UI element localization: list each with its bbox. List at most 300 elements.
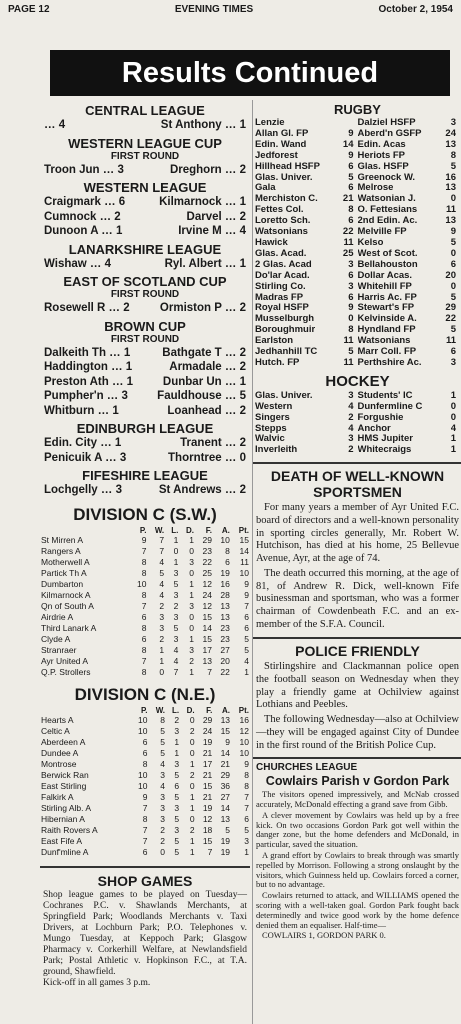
stat-cell: 14 xyxy=(202,622,212,633)
stat-cell: 0 xyxy=(173,545,179,556)
stat-cell: 5 xyxy=(174,769,180,780)
churches-paragraph-2: A clever movement by Cowlairs was held up by a free kick. On two occasions Gordon Park got well within the danger zone, but the home defenders and McDonald, in particular, saved the situation. xyxy=(256,809,459,850)
home-team: Jedhanhill TC xyxy=(255,347,318,358)
stat-cell: 23 xyxy=(220,622,230,633)
home-score: 2 xyxy=(348,412,354,423)
home-result: Penicuik A … 3 xyxy=(44,451,127,464)
result-row xyxy=(40,360,250,375)
rugby-row xyxy=(253,282,461,293)
shop-games-title: SHOP GAMES xyxy=(40,866,250,890)
away-team: Armadale xyxy=(169,361,222,373)
stat-cell: 15 xyxy=(239,534,249,545)
stat-cell: 4 xyxy=(160,780,166,791)
away-score: 5 xyxy=(450,161,456,172)
away-side xyxy=(358,424,461,435)
stat-cell: 24 xyxy=(202,589,212,600)
table-row xyxy=(40,557,250,568)
home-team: Cumnock xyxy=(44,210,97,223)
away-score: 2 xyxy=(239,361,246,373)
round-label-brown_cup: FIRST ROUND xyxy=(110,333,180,345)
away-score: 8 xyxy=(450,150,456,161)
team-name: Partick Th A xyxy=(41,567,87,578)
home-team: Gala xyxy=(255,183,276,194)
home-score: 1 xyxy=(115,225,123,237)
home-team: Fettes Col. xyxy=(255,205,304,216)
away-team: Ryl. Albert xyxy=(164,257,222,270)
home-score: 6 xyxy=(348,292,354,303)
home-side xyxy=(255,205,358,216)
away-side xyxy=(358,162,461,173)
home-side xyxy=(255,282,358,293)
away-team: Bellahouston xyxy=(357,259,418,270)
death-paragraph-1: For many years a member of Ayr United F.C. board of directors and a well-known personality in sporting circles generally, Mr. Robert W. Hutchison, has died at his home, 25 Bellevue Avenue, Ayr, at the age of 74. xyxy=(256,502,459,565)
stat-cell: 2 xyxy=(160,824,166,835)
stat-cell: 7 xyxy=(244,802,249,813)
away-result: Ryl. Albert … 1 xyxy=(164,257,246,270)
table-row xyxy=(40,535,250,546)
away-side xyxy=(358,173,461,184)
round-label-east_cup: FIRST ROUND xyxy=(110,289,180,300)
stat-cell: 3 xyxy=(160,769,166,780)
away-side xyxy=(358,413,461,424)
away-team: St Andrews xyxy=(158,484,222,496)
stat-cell: 6 xyxy=(142,846,148,857)
away-score: 0 xyxy=(239,451,246,464)
home-team: Stepps xyxy=(255,423,287,434)
away-result: Darvel … 2 xyxy=(186,210,246,223)
home-team: Edin. Wand xyxy=(255,139,307,150)
home-score: 6 xyxy=(348,216,354,227)
league-title-western: WESTERN LEAGUE xyxy=(83,180,207,195)
stat-cell: 5 xyxy=(244,633,249,644)
home-score: 9 xyxy=(348,128,354,139)
away-result: Loanhead … 2 xyxy=(167,404,246,417)
away-team: Forgushie xyxy=(357,412,404,423)
away-score: 3 xyxy=(450,118,456,128)
column-header: L. xyxy=(171,525,179,535)
stat-cell: 14 xyxy=(220,747,231,758)
home-score: 1 xyxy=(125,361,133,373)
team-name: Aberdeen A xyxy=(41,736,86,747)
home-team: Dunoon A xyxy=(44,225,99,237)
stat-cell: 27 xyxy=(220,791,231,802)
stat-cell: 1 xyxy=(189,534,195,545)
left-column xyxy=(40,100,250,1024)
team-name: Raith Rovers A xyxy=(41,824,98,835)
home-team: 2 Glas. Acad xyxy=(255,259,312,270)
league-results xyxy=(40,103,250,498)
stat-cell: 6 xyxy=(244,611,249,622)
away-score: 0 xyxy=(450,248,456,259)
stat-cell: 7 xyxy=(207,846,213,857)
home-team: Hutch. FP xyxy=(255,357,300,368)
stat-cell: 9 xyxy=(141,534,147,545)
away-team: Whitecraigs xyxy=(357,445,412,456)
column-header: A. xyxy=(222,705,231,715)
stat-cell: 0 xyxy=(189,780,195,791)
table-row xyxy=(40,803,250,814)
stat-cell: 3 xyxy=(189,600,195,611)
stat-cell: 3 xyxy=(189,556,195,567)
masthead xyxy=(0,0,461,18)
stat-cell: 10 xyxy=(138,769,148,780)
away-team: Kelvinside A. xyxy=(357,314,417,325)
home-team: Royal HSFP xyxy=(255,303,309,314)
home-team: Singers xyxy=(255,412,290,423)
away-score: 2 xyxy=(239,302,246,314)
stat-cell: 8 xyxy=(141,666,147,677)
stat-cell: 0 xyxy=(189,747,195,758)
away-team: Perthshire Ac. xyxy=(357,357,422,368)
home-side xyxy=(255,183,358,194)
stat-cell: 18 xyxy=(202,824,213,835)
home-score: 6 xyxy=(348,183,354,194)
stat-cell: 12 xyxy=(202,600,212,611)
stat-cell: 5 xyxy=(174,835,180,846)
team-name: Motherwell A xyxy=(41,556,90,567)
away-result: St Anthony … 1 xyxy=(160,119,246,131)
police-paragraph-2: The following Wednesday—also at Ochilview—they will be engaged against City of Dundee in the first round of the British Police Cup. xyxy=(256,714,459,751)
hockey-row xyxy=(253,434,461,445)
home-team: Watsonians xyxy=(255,227,308,238)
away-score: 22 xyxy=(445,314,456,325)
churches-paragraph-1: The visitors opened impressively, and McNab crossed accurately, McDonald effecting a grand save from Gibb. xyxy=(256,789,459,810)
stat-cell: 13 xyxy=(220,611,230,622)
stat-cell: 5 xyxy=(244,824,249,835)
away-score: 2 xyxy=(239,346,246,359)
home-side xyxy=(255,238,358,249)
home-side xyxy=(255,162,358,173)
away-team: Glas. HSFP xyxy=(357,161,409,172)
stat-cell: 21 xyxy=(202,747,213,758)
home-side xyxy=(255,260,358,271)
column-header: Pt. xyxy=(238,705,249,715)
table-row xyxy=(40,601,250,612)
stat-cell: 6 xyxy=(174,780,180,791)
stat-cell: 8 xyxy=(141,622,147,633)
page-number: PAGE 12 xyxy=(8,3,50,15)
stat-cell: 19 xyxy=(202,736,213,747)
rugby-row xyxy=(253,118,461,129)
table-row xyxy=(40,634,250,645)
away-score: 1 xyxy=(239,196,246,208)
table-header-row xyxy=(40,526,250,535)
column-header: W. xyxy=(155,705,166,715)
home-team: Penicuik A xyxy=(44,451,102,464)
stat-cell: 3 xyxy=(244,835,249,846)
result-row xyxy=(40,451,250,466)
rugby-row xyxy=(253,227,461,238)
stat-cell: 2 xyxy=(189,769,195,780)
away-score: 2 xyxy=(239,163,246,176)
stat-cell: 8 xyxy=(244,780,249,791)
away-side xyxy=(358,271,461,282)
column-header xyxy=(40,526,130,535)
away-score: 2 xyxy=(239,484,246,496)
stat-cell: 7 xyxy=(142,835,148,846)
rugby-row xyxy=(253,336,461,347)
league-title-edinburgh: EDINBURGH LEAGUE xyxy=(76,421,214,436)
home-side xyxy=(255,391,358,402)
stat-cell: 0 xyxy=(189,611,195,622)
rugby-row xyxy=(253,293,461,304)
home-score: 0 xyxy=(348,314,354,325)
stat-cell: 0 xyxy=(189,813,195,824)
stat-cell: 5 xyxy=(160,747,166,758)
home-score: 3 xyxy=(348,390,354,401)
home-score: 6 xyxy=(348,161,354,172)
team-name: Third Lanark A xyxy=(41,622,97,633)
table-row xyxy=(40,770,250,781)
result-row xyxy=(40,163,250,178)
home-score: 3 xyxy=(117,163,124,176)
stat-cell: 2 xyxy=(159,633,165,644)
away-score: 13 xyxy=(445,216,456,227)
away-team: O. Fettesians xyxy=(357,205,418,216)
home-team: Do'lar Acad. xyxy=(255,270,310,281)
home-side xyxy=(255,413,358,424)
home-score: 3 xyxy=(119,451,127,464)
home-score: 6 xyxy=(118,196,126,208)
stat-cell: 4 xyxy=(159,578,165,589)
home-score: 1 xyxy=(114,437,122,449)
team-name: Celtic A xyxy=(41,725,70,736)
home-team: Glas. Acad. xyxy=(255,248,307,259)
away-team: Irvine M xyxy=(178,225,222,237)
away-score: 1 xyxy=(239,119,246,131)
stat-cell: 7 xyxy=(159,545,165,556)
away-result: Dunbar Un … 1 xyxy=(162,375,246,388)
result-row xyxy=(40,210,250,225)
home-team: Walvic xyxy=(255,434,285,445)
away-side xyxy=(358,325,461,336)
away-score: 0 xyxy=(450,281,456,292)
away-team: Dollar Acas. xyxy=(357,270,413,281)
away-score: 5 xyxy=(450,237,456,248)
hockey-row xyxy=(253,424,461,435)
away-score: 11 xyxy=(445,336,456,347)
police-title: POLICE FRIENDLY xyxy=(253,637,461,659)
stat-cell: 22 xyxy=(220,666,230,677)
away-side xyxy=(358,151,461,162)
table-row xyxy=(40,645,250,656)
stat-cell: 8 xyxy=(142,758,148,769)
home-side xyxy=(255,194,358,205)
stat-cell: 5 xyxy=(174,846,180,857)
table-row xyxy=(40,836,250,847)
away-score: 13 xyxy=(445,139,456,150)
stat-cell: 1 xyxy=(189,578,195,589)
hockey-row xyxy=(253,391,461,402)
home-score: 3 xyxy=(115,484,122,496)
stat-cell: 12 xyxy=(202,578,212,589)
death-title-line-2: SPORTSMEN xyxy=(313,484,402,501)
team-name: Qn of South A xyxy=(41,600,94,611)
round-label-western_cup: FIRST ROUND xyxy=(110,150,180,162)
home-side xyxy=(255,347,358,358)
result-row xyxy=(40,389,250,404)
table-row xyxy=(40,726,250,737)
home-team: Earlston xyxy=(255,336,294,347)
away-side xyxy=(358,129,461,140)
stat-cell: 2 xyxy=(174,714,180,725)
away-side xyxy=(358,336,461,347)
stat-cell: 5 xyxy=(174,813,180,824)
rugby-row xyxy=(253,303,461,314)
stat-cell: 21 xyxy=(220,758,231,769)
stat-cell: 7 xyxy=(142,824,148,835)
table-header-row xyxy=(40,706,250,715)
away-score: 9 xyxy=(450,227,456,238)
away-side xyxy=(358,205,461,216)
stat-cell: 0 xyxy=(159,666,165,677)
column-header: D. xyxy=(186,525,195,535)
stat-cell: 15 xyxy=(202,611,212,622)
home-team: Haddington xyxy=(44,361,108,373)
home-score: 4 xyxy=(348,401,354,412)
home-score: 22 xyxy=(342,227,354,238)
home-score: 8 xyxy=(348,205,354,216)
result-row xyxy=(40,346,250,361)
away-team: Dunfermline C xyxy=(357,401,423,412)
stat-cell: 7 xyxy=(244,791,249,802)
away-score: 2 xyxy=(239,404,246,417)
home-score: 2 xyxy=(123,302,130,314)
stat-cell: 8 xyxy=(160,714,166,725)
stat-cell: 1 xyxy=(189,791,195,802)
home-score: 1 xyxy=(126,375,134,388)
table-row xyxy=(40,814,250,825)
away-score: 20 xyxy=(445,270,456,281)
away-team: Whitehill FP xyxy=(357,281,412,292)
away-team: Watsonian J. xyxy=(357,194,416,205)
stat-cell: 1 xyxy=(159,644,165,655)
home-result: Troon Jun … 3 xyxy=(44,163,124,176)
away-side xyxy=(358,314,461,325)
column-header: Pt. xyxy=(238,525,249,535)
stat-cell: 19 xyxy=(220,567,230,578)
away-score: 4 xyxy=(239,225,246,237)
right-column xyxy=(252,100,461,1024)
stat-cell: 13 xyxy=(202,655,212,666)
stat-cell: 1 xyxy=(189,589,195,600)
home-side xyxy=(255,227,358,238)
home-team: Boroughmuir xyxy=(255,325,316,336)
stat-cell: 5 xyxy=(160,736,166,747)
stat-cell: 10 xyxy=(239,747,249,758)
column-header: P. xyxy=(140,705,148,715)
home-team: Edin. City xyxy=(44,437,98,449)
away-result: St Andrews … 2 xyxy=(158,484,246,496)
stat-cell: 4 xyxy=(244,655,249,666)
away-side xyxy=(358,216,461,227)
home-side xyxy=(255,249,358,260)
stat-cell: 10 xyxy=(239,567,249,578)
home-side xyxy=(255,118,358,129)
team-name: Berwick Ran xyxy=(41,769,89,780)
paper-name: EVENING TIMES xyxy=(174,3,254,15)
stat-cell: 21 xyxy=(202,791,213,802)
stat-cell: 2 xyxy=(189,655,195,666)
result-row xyxy=(40,375,250,390)
column-header: D. xyxy=(186,705,195,715)
away-score: 0 xyxy=(450,412,456,423)
home-side xyxy=(255,358,358,369)
home-score: 14 xyxy=(342,139,354,150)
league-title-fife: FIFESHIRE LEAGUE xyxy=(82,468,208,483)
churches-paragraph-3: A grand effort by Cowlairs to break through was smartly repelled by Morrison. Following a strong onslaught by the visitors, which Guinness held up. Cowlairs forced a corner, but to no advantage. xyxy=(256,850,459,890)
stat-cell: 4 xyxy=(159,556,165,567)
table-row xyxy=(40,825,250,836)
rugby-row xyxy=(253,314,461,325)
stat-cell: 1 xyxy=(173,556,179,567)
rugby-row xyxy=(253,271,461,282)
stat-cell: 20 xyxy=(220,655,230,666)
stat-cell: 0 xyxy=(189,736,195,747)
stat-cell: 17 xyxy=(202,644,212,655)
table-row xyxy=(40,590,250,601)
away-score: 1 xyxy=(450,390,456,401)
away-team: Melville FP xyxy=(357,227,407,238)
away-score: 29 xyxy=(445,303,456,314)
home-side xyxy=(255,424,358,435)
result-row xyxy=(40,224,250,239)
stat-cell: 19 xyxy=(220,835,231,846)
home-side xyxy=(255,271,358,282)
table-row xyxy=(40,737,250,748)
home-result: Pumpher'n … 3 xyxy=(44,390,128,402)
stat-cell: 14 xyxy=(220,802,231,813)
home-score: 3 xyxy=(348,259,354,270)
division-sw-title: DIVISION C (S.W.) xyxy=(73,504,217,524)
stat-cell: 8 xyxy=(141,556,147,567)
away-side xyxy=(358,238,461,249)
away-side xyxy=(358,183,461,194)
stat-cell: 28 xyxy=(220,589,230,600)
home-team: Craigmark xyxy=(44,196,101,208)
stat-cell: 5 xyxy=(160,725,166,736)
stat-cell: 13 xyxy=(220,600,230,611)
stat-cell: 3 xyxy=(173,611,179,622)
away-score: 11 xyxy=(445,205,456,216)
home-side xyxy=(255,445,358,456)
stat-cell: 1 xyxy=(189,835,195,846)
stat-cell: 3 xyxy=(159,611,165,622)
home-side xyxy=(255,434,358,445)
table-row xyxy=(40,656,250,667)
team-name: Airdrie A xyxy=(41,611,74,622)
stat-cell: 5 xyxy=(174,791,180,802)
away-side xyxy=(358,303,461,314)
hockey-row xyxy=(253,445,461,456)
stat-cell: 7 xyxy=(142,802,148,813)
stat-cell: 4 xyxy=(159,589,165,600)
away-team: Ormiston P xyxy=(159,302,222,314)
home-score: 6 xyxy=(348,270,354,281)
league-title-western_cup: WESTERN LEAGUE CUP xyxy=(68,135,222,151)
away-score: 1 xyxy=(239,375,246,388)
rugby-row xyxy=(253,238,461,249)
home-result: Craigmark … 6 xyxy=(44,196,126,208)
home-side xyxy=(255,129,358,140)
away-side xyxy=(358,402,461,413)
stat-cell: 6 xyxy=(141,633,147,644)
home-team: Rosewell R xyxy=(44,302,106,314)
home-score: 4 xyxy=(104,257,112,270)
death-title-line-1: DEATH OF WELL-KNOWN xyxy=(270,468,445,485)
stat-cell: 8 xyxy=(141,589,147,600)
away-team: Kelso xyxy=(357,237,384,248)
